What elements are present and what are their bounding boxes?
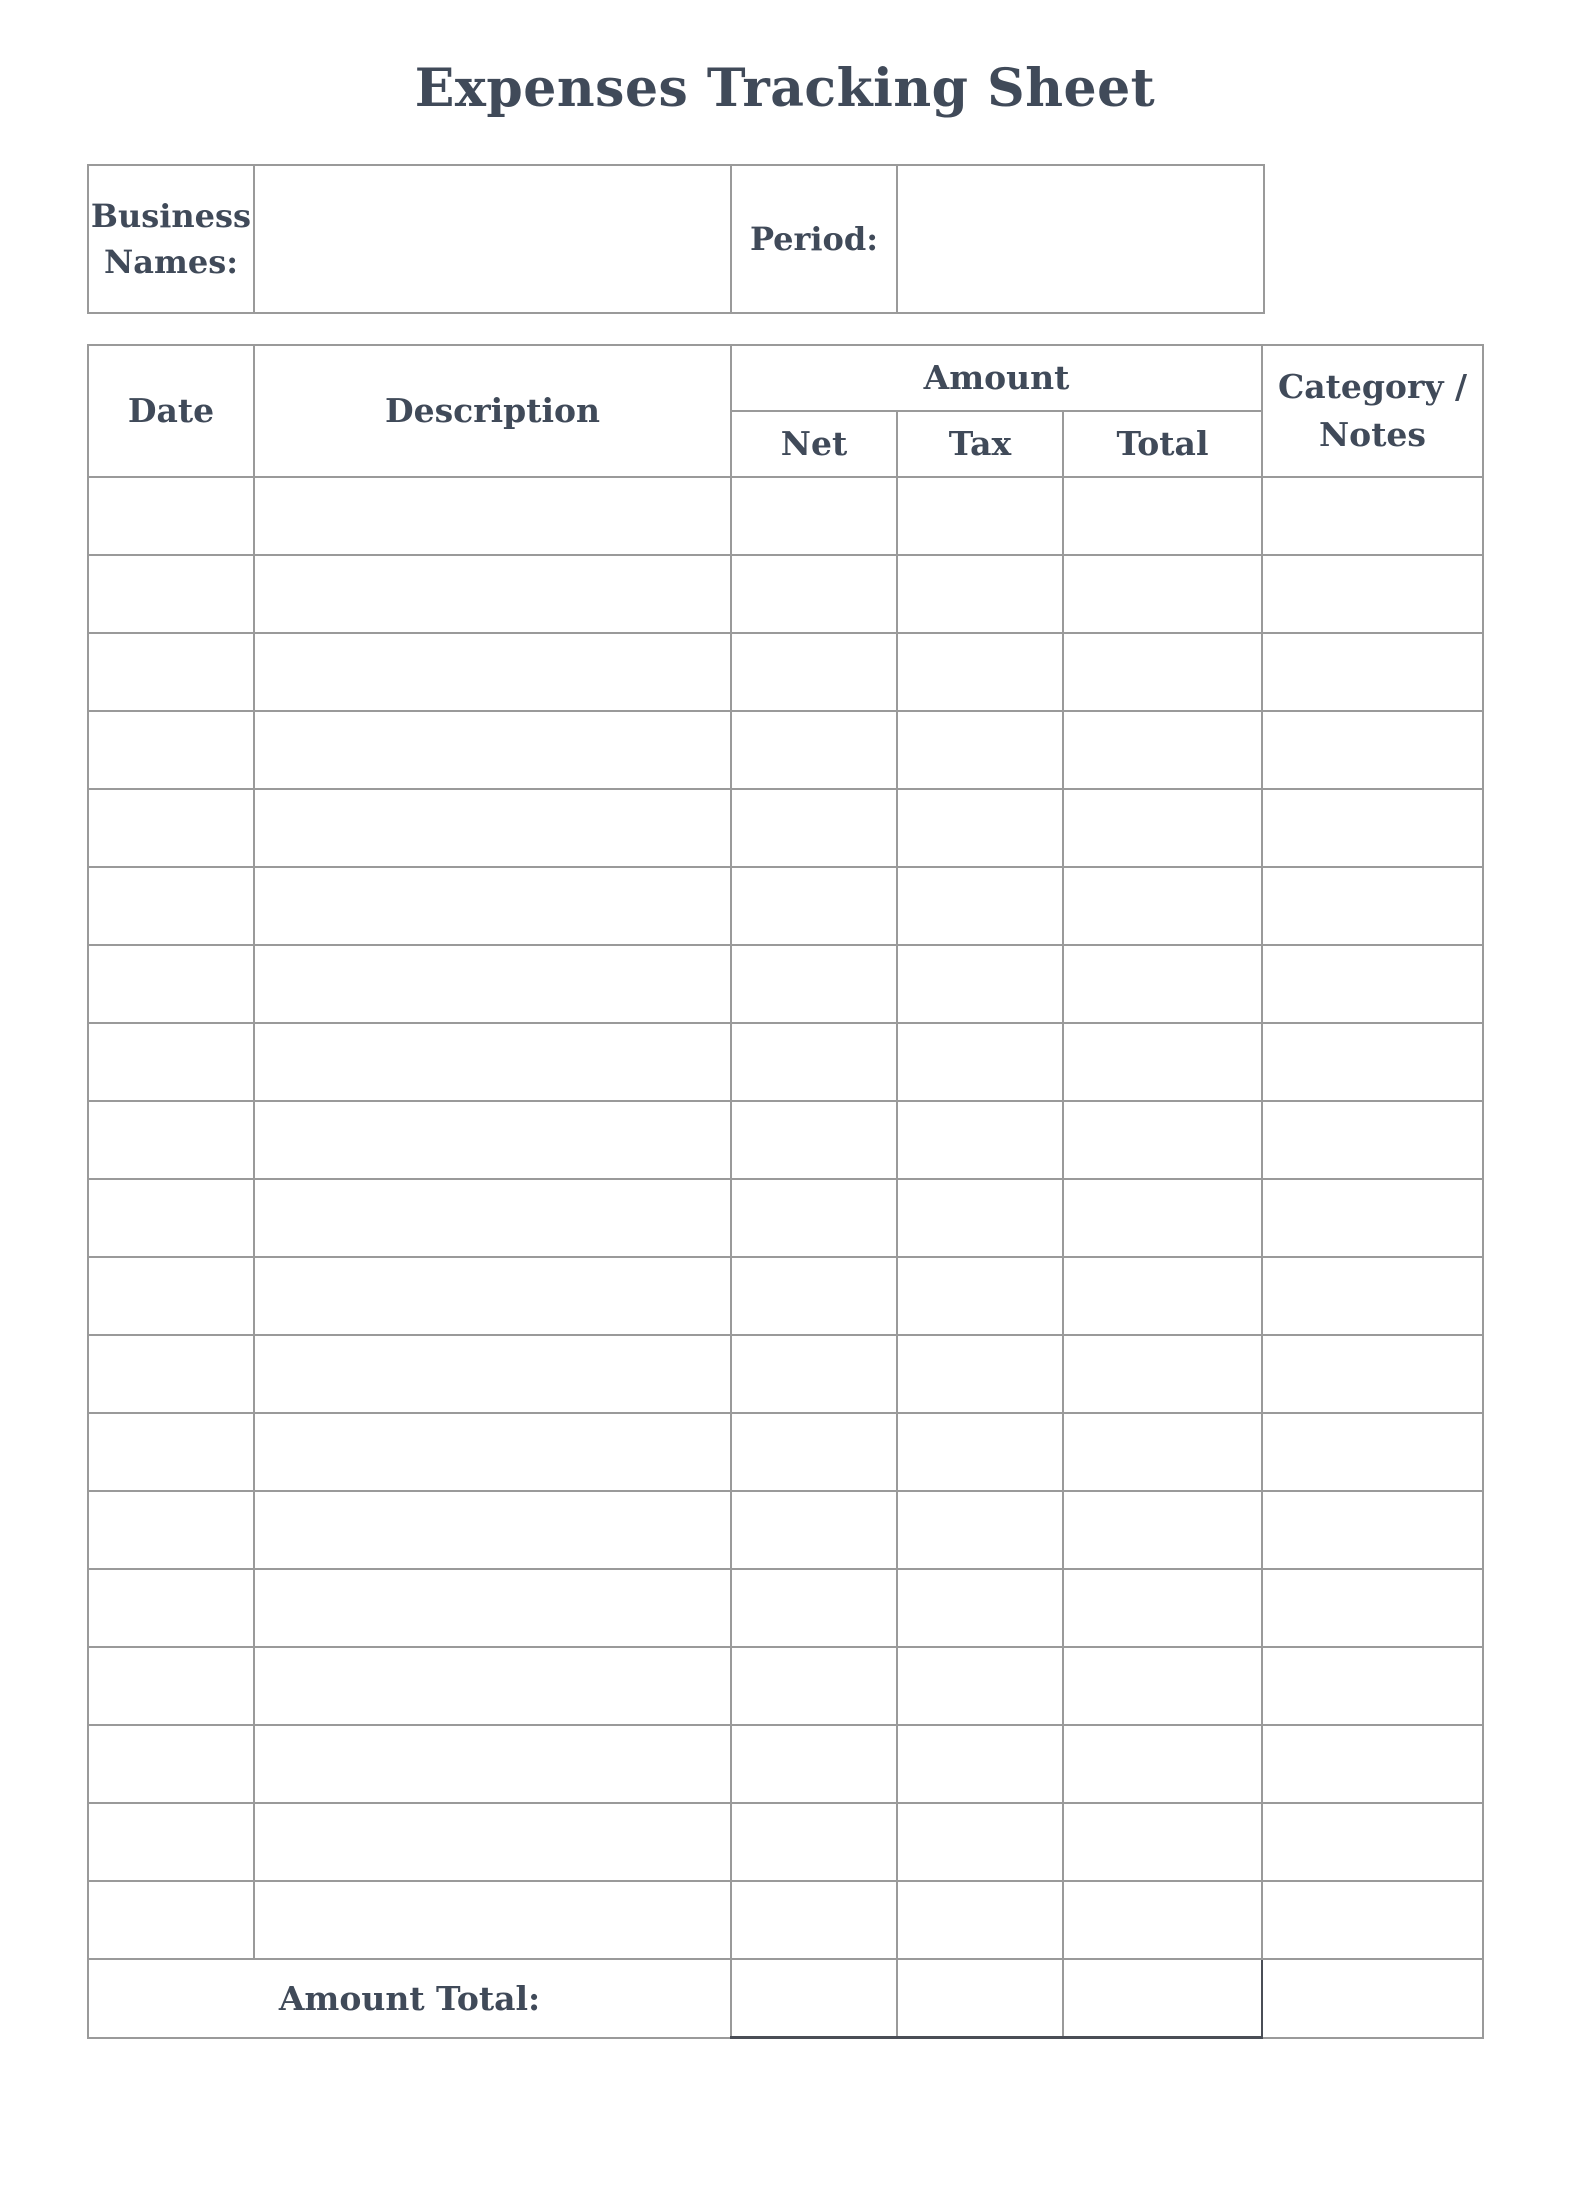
tax-cell[interactable]: [897, 1413, 1063, 1491]
amount-total-label: Amount Total:: [88, 1959, 731, 2038]
total-cell[interactable]: [1063, 1803, 1262, 1881]
total-cell[interactable]: [1063, 1881, 1262, 1959]
tax-cell[interactable]: [897, 1725, 1063, 1803]
tax-cell[interactable]: [897, 1803, 1063, 1881]
description-cell[interactable]: [254, 1491, 731, 1569]
table-row: [88, 1647, 1483, 1725]
net-cell[interactable]: [731, 867, 897, 945]
date-cell[interactable]: [88, 633, 254, 711]
description-cell[interactable]: [254, 1569, 731, 1647]
net-cell[interactable]: [731, 1881, 897, 1959]
date-cell[interactable]: [88, 1335, 254, 1413]
tax-cell[interactable]: [897, 477, 1063, 555]
total-cell[interactable]: [1063, 1179, 1262, 1257]
table-row: [88, 1101, 1483, 1179]
table-row: [88, 1881, 1483, 1959]
total-cell[interactable]: [1063, 633, 1262, 711]
table-row: [88, 945, 1483, 1023]
net-cell[interactable]: [731, 1413, 897, 1491]
tax-cell[interactable]: [897, 1101, 1063, 1179]
table-row: [88, 711, 1483, 789]
date-cell[interactable]: [88, 1413, 254, 1491]
net-cell[interactable]: [731, 945, 897, 1023]
description-cell[interactable]: [254, 1179, 731, 1257]
description-cell[interactable]: [254, 555, 731, 633]
net-cell[interactable]: [731, 1179, 897, 1257]
table-row: [88, 1803, 1483, 1881]
table-row: [88, 555, 1483, 633]
category-notes-cell[interactable]: [1262, 1101, 1483, 1179]
table-row: [88, 1179, 1483, 1257]
net-cell[interactable]: [731, 711, 897, 789]
date-cell[interactable]: [88, 1179, 254, 1257]
date-cell[interactable]: [88, 945, 254, 1023]
column-header-amount: Amount: [731, 345, 1262, 411]
total-cell[interactable]: [1063, 945, 1262, 1023]
description-cell[interactable]: [254, 945, 731, 1023]
tax-cell[interactable]: [897, 789, 1063, 867]
net-cell[interactable]: [731, 477, 897, 555]
period-label: Period:: [731, 165, 897, 313]
category-notes-cell[interactable]: [1262, 633, 1483, 711]
description-cell[interactable]: [254, 1725, 731, 1803]
tax-total-cell[interactable]: [897, 1959, 1063, 2038]
business-names-label: Business Names:: [88, 165, 254, 313]
tax-cell[interactable]: [897, 1335, 1063, 1413]
total-cell[interactable]: [1063, 1491, 1262, 1569]
category-total-cell[interactable]: [1262, 1959, 1483, 2038]
date-cell[interactable]: [88, 477, 254, 555]
category-notes-cell[interactable]: [1262, 1413, 1483, 1491]
total-cell[interactable]: [1063, 789, 1262, 867]
description-cell[interactable]: [254, 1101, 731, 1179]
date-cell[interactable]: [88, 555, 254, 633]
tax-cell[interactable]: [897, 945, 1063, 1023]
category-notes-cell[interactable]: [1262, 1491, 1483, 1569]
date-cell[interactable]: [88, 1803, 254, 1881]
category-notes-cell[interactable]: [1262, 1881, 1483, 1959]
category-notes-cell[interactable]: [1262, 711, 1483, 789]
table-row: [88, 1257, 1483, 1335]
business-names-field[interactable]: [254, 165, 731, 313]
description-cell[interactable]: [254, 1023, 731, 1101]
expenses-table: [87, 344, 1484, 2039]
date-cell[interactable]: [88, 1023, 254, 1101]
table-row: [88, 789, 1483, 867]
net-cell[interactable]: [731, 1725, 897, 1803]
total-cell[interactable]: [1063, 1413, 1262, 1491]
table-row: [88, 633, 1483, 711]
total-cell[interactable]: [1063, 1101, 1262, 1179]
description-cell[interactable]: [254, 711, 731, 789]
column-header-total: Total: [1063, 411, 1262, 477]
net-cell[interactable]: [731, 1257, 897, 1335]
date-cell[interactable]: [88, 1647, 254, 1725]
business-info-table: [87, 164, 1265, 314]
category-notes-cell[interactable]: [1262, 1647, 1483, 1725]
description-cell[interactable]: [254, 1881, 731, 1959]
tax-cell[interactable]: [897, 1569, 1063, 1647]
date-cell[interactable]: [88, 789, 254, 867]
total-cell[interactable]: [1063, 1725, 1262, 1803]
table-row: [88, 1335, 1483, 1413]
net-cell[interactable]: [731, 789, 897, 867]
net-cell[interactable]: [731, 1647, 897, 1725]
total-cell[interactable]: [1063, 1647, 1262, 1725]
description-cell[interactable]: [254, 633, 731, 711]
tax-cell[interactable]: [897, 867, 1063, 945]
date-cell[interactable]: [88, 1491, 254, 1569]
category-notes-cell[interactable]: [1262, 1803, 1483, 1881]
category-notes-cell[interactable]: [1262, 945, 1483, 1023]
table-row: [88, 477, 1483, 555]
total-cell[interactable]: [1063, 867, 1262, 945]
net-cell[interactable]: [731, 1101, 897, 1179]
total-cell[interactable]: [1063, 555, 1262, 633]
description-cell[interactable]: [254, 1647, 731, 1725]
category-notes-cell[interactable]: [1262, 1023, 1483, 1101]
date-cell[interactable]: [88, 1257, 254, 1335]
total-cell[interactable]: [1063, 1257, 1262, 1335]
net-cell[interactable]: [731, 1335, 897, 1413]
date-cell[interactable]: [88, 1881, 254, 1959]
net-cell[interactable]: [731, 555, 897, 633]
category-notes-cell[interactable]: [1262, 555, 1483, 633]
total-cell[interactable]: [1063, 1335, 1262, 1413]
net-cell[interactable]: [731, 1803, 897, 1881]
table-row: [88, 1569, 1483, 1647]
net-total-cell[interactable]: [731, 1959, 897, 2038]
net-cell[interactable]: [731, 1023, 897, 1101]
category-notes-cell[interactable]: [1262, 1179, 1483, 1257]
category-notes-cell[interactable]: [1262, 477, 1483, 555]
category-notes-cell[interactable]: [1262, 1725, 1483, 1803]
net-cell[interactable]: [731, 1491, 897, 1569]
category-notes-cell[interactable]: [1262, 867, 1483, 945]
period-field[interactable]: [897, 165, 1264, 313]
date-cell[interactable]: [88, 1569, 254, 1647]
net-cell[interactable]: [731, 633, 897, 711]
description-cell[interactable]: [254, 1413, 731, 1491]
column-header-date: Date: [88, 345, 254, 477]
category-notes-cell[interactable]: [1262, 789, 1483, 867]
date-cell[interactable]: [88, 867, 254, 945]
tax-cell[interactable]: [897, 555, 1063, 633]
description-cell[interactable]: [254, 1257, 731, 1335]
column-header-description: Description: [254, 345, 731, 477]
table-row: [88, 1023, 1483, 1101]
date-cell[interactable]: [88, 711, 254, 789]
tax-cell[interactable]: [897, 1023, 1063, 1101]
tax-cell[interactable]: [897, 1647, 1063, 1725]
description-cell[interactable]: [254, 867, 731, 945]
tax-cell[interactable]: [897, 1179, 1063, 1257]
category-notes-cell[interactable]: [1262, 1335, 1483, 1413]
category-notes-cell[interactable]: [1262, 1257, 1483, 1335]
total-cell[interactable]: [1063, 711, 1262, 789]
table-row: [88, 1413, 1483, 1491]
total-cell[interactable]: [1063, 1023, 1262, 1101]
tax-cell[interactable]: [897, 711, 1063, 789]
column-header-net: Net: [731, 411, 897, 477]
column-header-category-notes: Category / Notes: [1262, 345, 1483, 477]
total-cell[interactable]: [1063, 1569, 1262, 1647]
description-cell[interactable]: [254, 1335, 731, 1413]
tax-cell[interactable]: [897, 633, 1063, 711]
column-header-tax: Tax: [897, 411, 1063, 477]
table-row: [88, 1491, 1483, 1569]
tax-cell[interactable]: [897, 1881, 1063, 1959]
total-cell[interactable]: [1063, 477, 1262, 555]
description-cell[interactable]: [254, 477, 731, 555]
table-row: [88, 867, 1483, 945]
date-cell[interactable]: [88, 1725, 254, 1803]
date-cell[interactable]: [88, 1101, 254, 1179]
description-cell[interactable]: [254, 1803, 731, 1881]
tax-cell[interactable]: [897, 1257, 1063, 1335]
description-cell[interactable]: [254, 789, 731, 867]
grand-total-cell[interactable]: [1063, 1959, 1262, 2038]
amount-total-row: [88, 1959, 1483, 2038]
table-row: [88, 1725, 1483, 1803]
tax-cell[interactable]: [897, 1491, 1063, 1569]
category-notes-cell[interactable]: [1262, 1569, 1483, 1647]
page-title: Expenses Tracking Sheet: [414, 58, 1156, 119]
net-cell[interactable]: [731, 1569, 897, 1647]
